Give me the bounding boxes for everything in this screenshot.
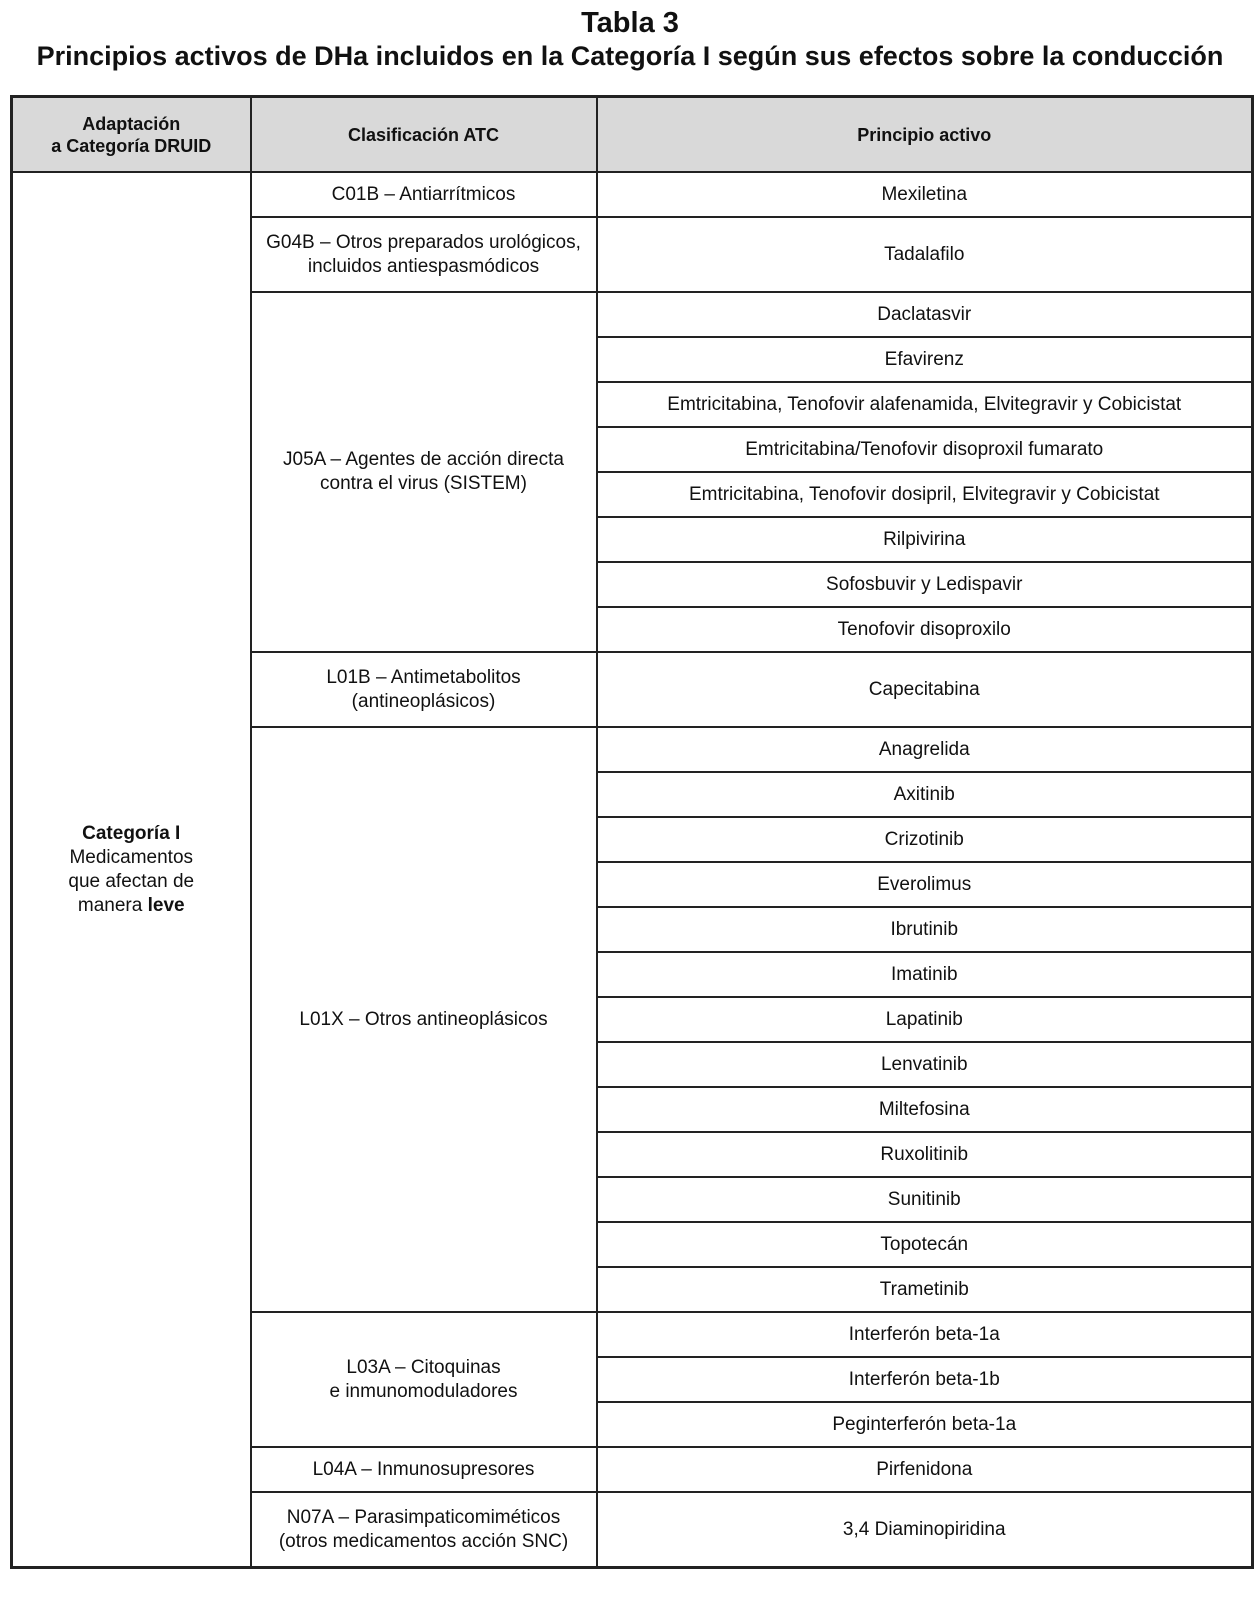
atc-cell: [251, 217, 597, 292]
active-ingredient-cell: Efavirenz: [597, 337, 1253, 382]
header-druid-category: [12, 97, 251, 173]
table-body: [12, 172, 1253, 1568]
active-ingredient-cell: Ibrutinib: [597, 907, 1253, 952]
header-druid-line1: Adaptación: [82, 113, 181, 134]
header-active-ingredient: Principio activo: [597, 97, 1253, 173]
active-ingredient-cell: Pirfenidona: [597, 1447, 1253, 1492]
active-ingredient-cell: Crizotinib: [597, 817, 1253, 862]
active-ingredient-cell: Capecitabina: [597, 652, 1253, 727]
active-ingredient-cell: Topotecán: [597, 1222, 1253, 1267]
active-ingredient-cell: Emtricitabina/Tenofovir disoproxil fumarato: [597, 427, 1253, 472]
active-ingredient-cell: Rilpivirina: [597, 517, 1253, 562]
active-ingredient-cell: Interferón beta-1b: [597, 1357, 1253, 1402]
active-ingredient-cell: Lapatinib: [597, 997, 1253, 1042]
active-ingredient-cell: Emtricitabina, Tenofovir dosipril, Elvitegravir y Cobicistat: [597, 472, 1253, 517]
category-name: Categoría I: [82, 822, 181, 844]
active-ingredient-cell: Tadalafilo: [597, 217, 1253, 292]
atc-code-line1: L03A – Citoquinas: [346, 1356, 501, 1378]
active-ingredient-cell: Mexiletina: [597, 172, 1253, 217]
active-ingredient-cell: Miltefosina: [597, 1087, 1253, 1132]
active-ingredient-cell: Peginterferón beta-1a: [597, 1402, 1253, 1447]
active-ingredient-cell: Ruxolitinib: [597, 1132, 1253, 1177]
category-line3: [21, 894, 242, 918]
atc-cell: [251, 172, 597, 217]
active-ingredient-cell: Axitinib: [597, 772, 1253, 817]
atc-code-line1: J05A – Agentes de acción directa: [283, 449, 564, 470]
active-ingredient-cell: Lenvatinib: [597, 1042, 1253, 1087]
header-atc-classification: Clasificación ATC: [251, 97, 597, 173]
category-line1: Medicamentos: [69, 846, 194, 868]
active-ingredient-cell: Sunitinib: [597, 1177, 1253, 1222]
category-line3-text: manera: [77, 894, 143, 916]
atc-code-line2: (otros medicamentos acción SNC): [278, 1530, 569, 1552]
table-row: [12, 172, 1253, 217]
atc-cell: [251, 1312, 597, 1447]
atc-cell: [251, 1492, 597, 1568]
atc-code-line1: L04A – Inmunosupresores: [312, 1458, 535, 1480]
active-ingredient-cell: Imatinib: [597, 952, 1253, 997]
table-number: Tabla 3: [581, 7, 679, 39]
active-ingredient-cell: Interferón beta-1a: [597, 1312, 1253, 1357]
active-ingredient-cell: Everolimus: [597, 862, 1253, 907]
active-ingredient-cell: Tenofovir disoproxilo: [597, 607, 1253, 652]
atc-cell: [251, 292, 597, 652]
table-caption: Principios activos de DHa incluidos en la Categoría I según sus efectos sobre la conducción: [36, 41, 1224, 71]
category-line2: que afectan de: [68, 870, 195, 892]
header-row: [12, 97, 1253, 173]
table-title: [0, 6, 1260, 72]
atc-table: [10, 95, 1254, 1569]
active-ingredient-cell: 3,4 Diaminopiridina: [597, 1492, 1253, 1568]
atc-code-line2: e inmunomoduladores: [329, 1380, 518, 1402]
atc-code-line1: L01X – Otros antineoplásicos: [299, 1008, 548, 1030]
atc-code-line2: (antineoplásicos): [351, 690, 496, 712]
atc-code-line1: L01B – Antimetabolitos: [326, 666, 521, 688]
atc-code-line1: N07A – Parasimpaticomiméticos: [286, 1506, 561, 1528]
active-ingredient-cell: Trametinib: [597, 1267, 1253, 1312]
atc-code-line1: C01B – Antiarrítmicos: [331, 183, 516, 205]
active-ingredient-cell: Anagrelida: [597, 727, 1253, 772]
atc-code-line2: contra el virus (SISTEM): [320, 473, 527, 494]
active-ingredient-cell: Emtricitabina, Tenofovir alafenamida, Elvitegravir y Cobicistat: [597, 382, 1253, 427]
header-druid-line2: a Categoría DRUID: [51, 135, 212, 156]
atc-code-line1: G04B – Otros preparados urológicos,: [266, 231, 581, 253]
atc-cell: [251, 1447, 597, 1492]
atc-code-line2: incluidos antiespasmódicos: [307, 255, 540, 277]
category-line3-emphasis: leve: [147, 894, 185, 916]
atc-cell: [251, 652, 597, 727]
active-ingredient-cell: Daclatasvir: [597, 292, 1253, 337]
category-cell: [12, 172, 251, 1568]
active-ingredient-cell: Sofosbuvir y Ledispavir: [597, 562, 1253, 607]
atc-cell: [251, 727, 597, 1312]
